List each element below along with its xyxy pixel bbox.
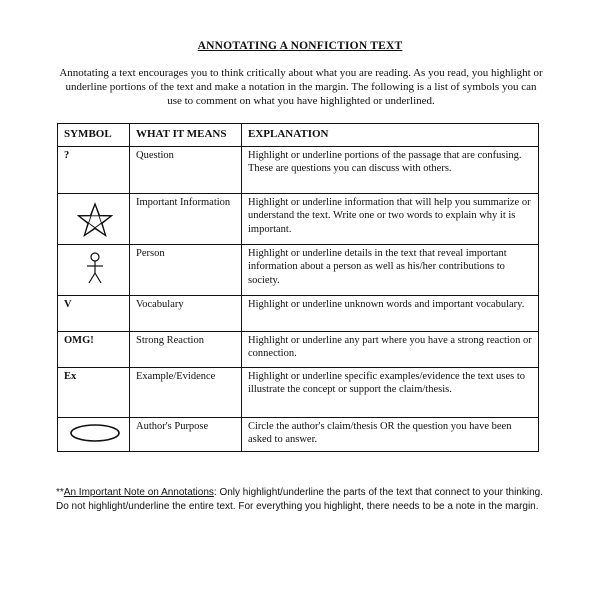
page-title: ANNOTATING A NONFICTION TEXT <box>197 40 403 52</box>
symbol-vocabulary: V <box>58 295 130 331</box>
meaning-cell: Important Information <box>130 193 242 244</box>
meaning-cell: Person <box>130 244 242 295</box>
table-row <box>58 331 539 367</box>
table-row <box>58 244 539 295</box>
explanation-cell: Highlight or underline specific examples/evidence the text uses to illustrate the concept or support the claim/thesis. <box>242 367 539 417</box>
header-what-it-means: WHAT IT MEANS <box>130 124 242 147</box>
meaning-cell: Strong Reaction <box>130 331 242 367</box>
stick-figure-icon <box>85 252 105 286</box>
explanation-cell: Highlight or underline any part where you have a strong reaction or connection. <box>242 331 539 367</box>
note-body: : Only highlight/underline the parts of the text that connect to your thinking. Do not highlight/underline the entire text. For everything you highlight, there needs to be a note in the margin. <box>56 487 543 512</box>
explanation-cell: Highlight or underline unknown words and important vocabulary. <box>242 295 539 331</box>
table-header-row <box>58 124 539 147</box>
meaning-cell: Example/Evidence <box>130 367 242 417</box>
explanation-cell: Highlight or underline information that will help you summarize or understand the text. Write one or two words to explain why it is important. <box>242 193 539 244</box>
header-symbol: SYMBOL <box>58 124 130 147</box>
table-row <box>58 146 539 193</box>
explanation-cell: Circle the author's claim/thesis OR the question you have been asked to answer. <box>242 417 539 451</box>
table-row <box>58 367 539 417</box>
annotation-symbols-table <box>57 123 539 452</box>
note-lead: An Important Note on Annotations <box>63 487 214 498</box>
symbol-cell <box>58 417 130 451</box>
annotation-note <box>56 486 548 514</box>
meaning-cell: Vocabulary <box>130 295 242 331</box>
table-row <box>58 417 539 451</box>
meaning-cell: Question <box>130 146 242 193</box>
explanation-cell: Highlight or underline portions of the passage that are confusing. These are questions you can discuss with others. <box>242 146 539 193</box>
meaning-cell: Author's Purpose <box>130 417 242 451</box>
symbol-example: Ex <box>58 367 130 417</box>
symbol-question: ? <box>58 146 130 193</box>
header-explanation: EXPLANATION <box>242 124 539 147</box>
table-row <box>58 193 539 244</box>
symbol-cell <box>58 244 130 295</box>
table-row <box>58 295 539 331</box>
symbol-cell <box>58 193 130 244</box>
star-icon <box>77 202 113 238</box>
intro-paragraph: Annotating a text encourages you to think critically about what you are reading. As you read, you highlight or underline portions of the text and make a notation in the margin. The following is a list of symbols you can use to comment on what you have highlighted or underlined. <box>59 67 543 107</box>
oval-icon <box>68 423 122 443</box>
explanation-cell: Highlight or underline details in the text that reveal important information about a person as well as his/her contributions to society. <box>242 244 539 295</box>
symbol-strong-reaction: OMG! <box>58 331 130 367</box>
note-prefix: ** <box>56 487 64 498</box>
